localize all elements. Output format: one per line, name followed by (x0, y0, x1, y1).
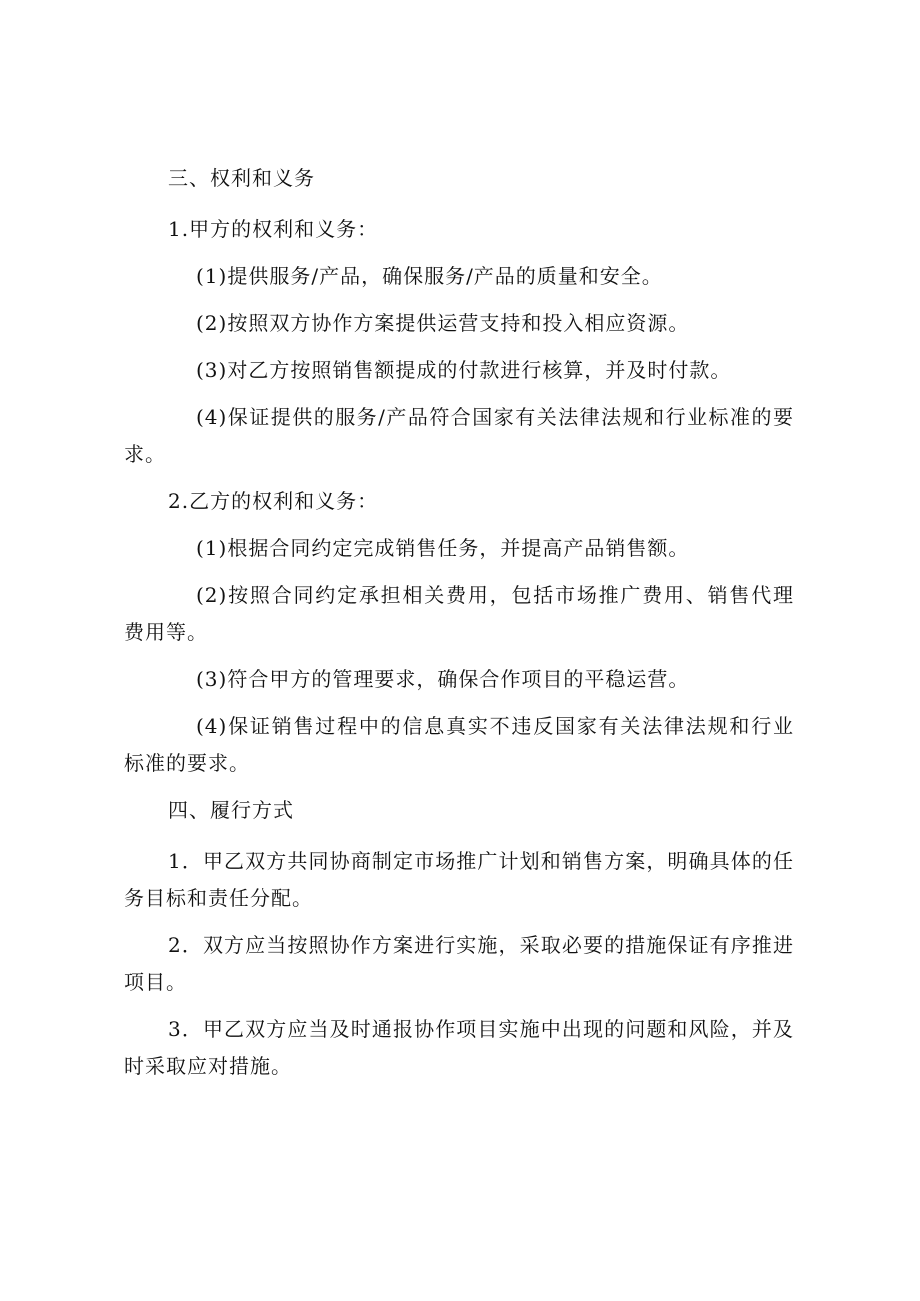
party-a-item-1: (1)提供服务/产品，确保服务/产品的质量和安全。 (196, 264, 663, 288)
section-heading-rights-obligations: 三、权利和义务 (168, 166, 315, 190)
party-a-title: 1.甲方的权利和义务： (168, 217, 379, 241)
party-a-item-2: (2)按照双方协作方案提供运营支持和投入相应资源。 (196, 311, 690, 335)
party-a-item-3: (3)对乙方按照销售额提成的付款进行核算，并及时付款。 (196, 358, 732, 382)
performance-item-1: 1．甲乙双方共同协商制定市场推广计划和销售方案，明确具体的任务目标和责任分配。 (124, 849, 794, 910)
party-b-item-2: (2)按照合同约定承担相关费用，包括市场推广费用、销售代理费用等。 (124, 583, 794, 644)
party-b-item-3: (3)符合甲方的管理要求，确保合作项目的平稳运营。 (196, 667, 690, 691)
section-heading-performance: 四、履行方式 (168, 798, 294, 822)
document-body (124, 160, 794, 1095)
performance-item-2: 2．双方应当按照协作方案进行实施，采取必要的措施保证有序推进项目。 (124, 933, 794, 994)
performance-item-3: 3．甲乙双方应当及时通报协作项目实施中出现的问题和风险，并及时采取应对措施。 (124, 1017, 794, 1078)
party-b-item-1: (1)根据合同约定完成销售任务，并提高产品销售额。 (196, 536, 690, 560)
party-b-item-4: (4)保证销售过程中的信息真实不违反国家有关法律法规和行业标准的要求。 (124, 714, 794, 775)
party-b-title: 2.乙方的权利和义务： (168, 489, 379, 513)
party-a-item-4: (4)保证提供的服务/产品符合国家有关法律法规和行业标准的要求。 (124, 405, 794, 466)
